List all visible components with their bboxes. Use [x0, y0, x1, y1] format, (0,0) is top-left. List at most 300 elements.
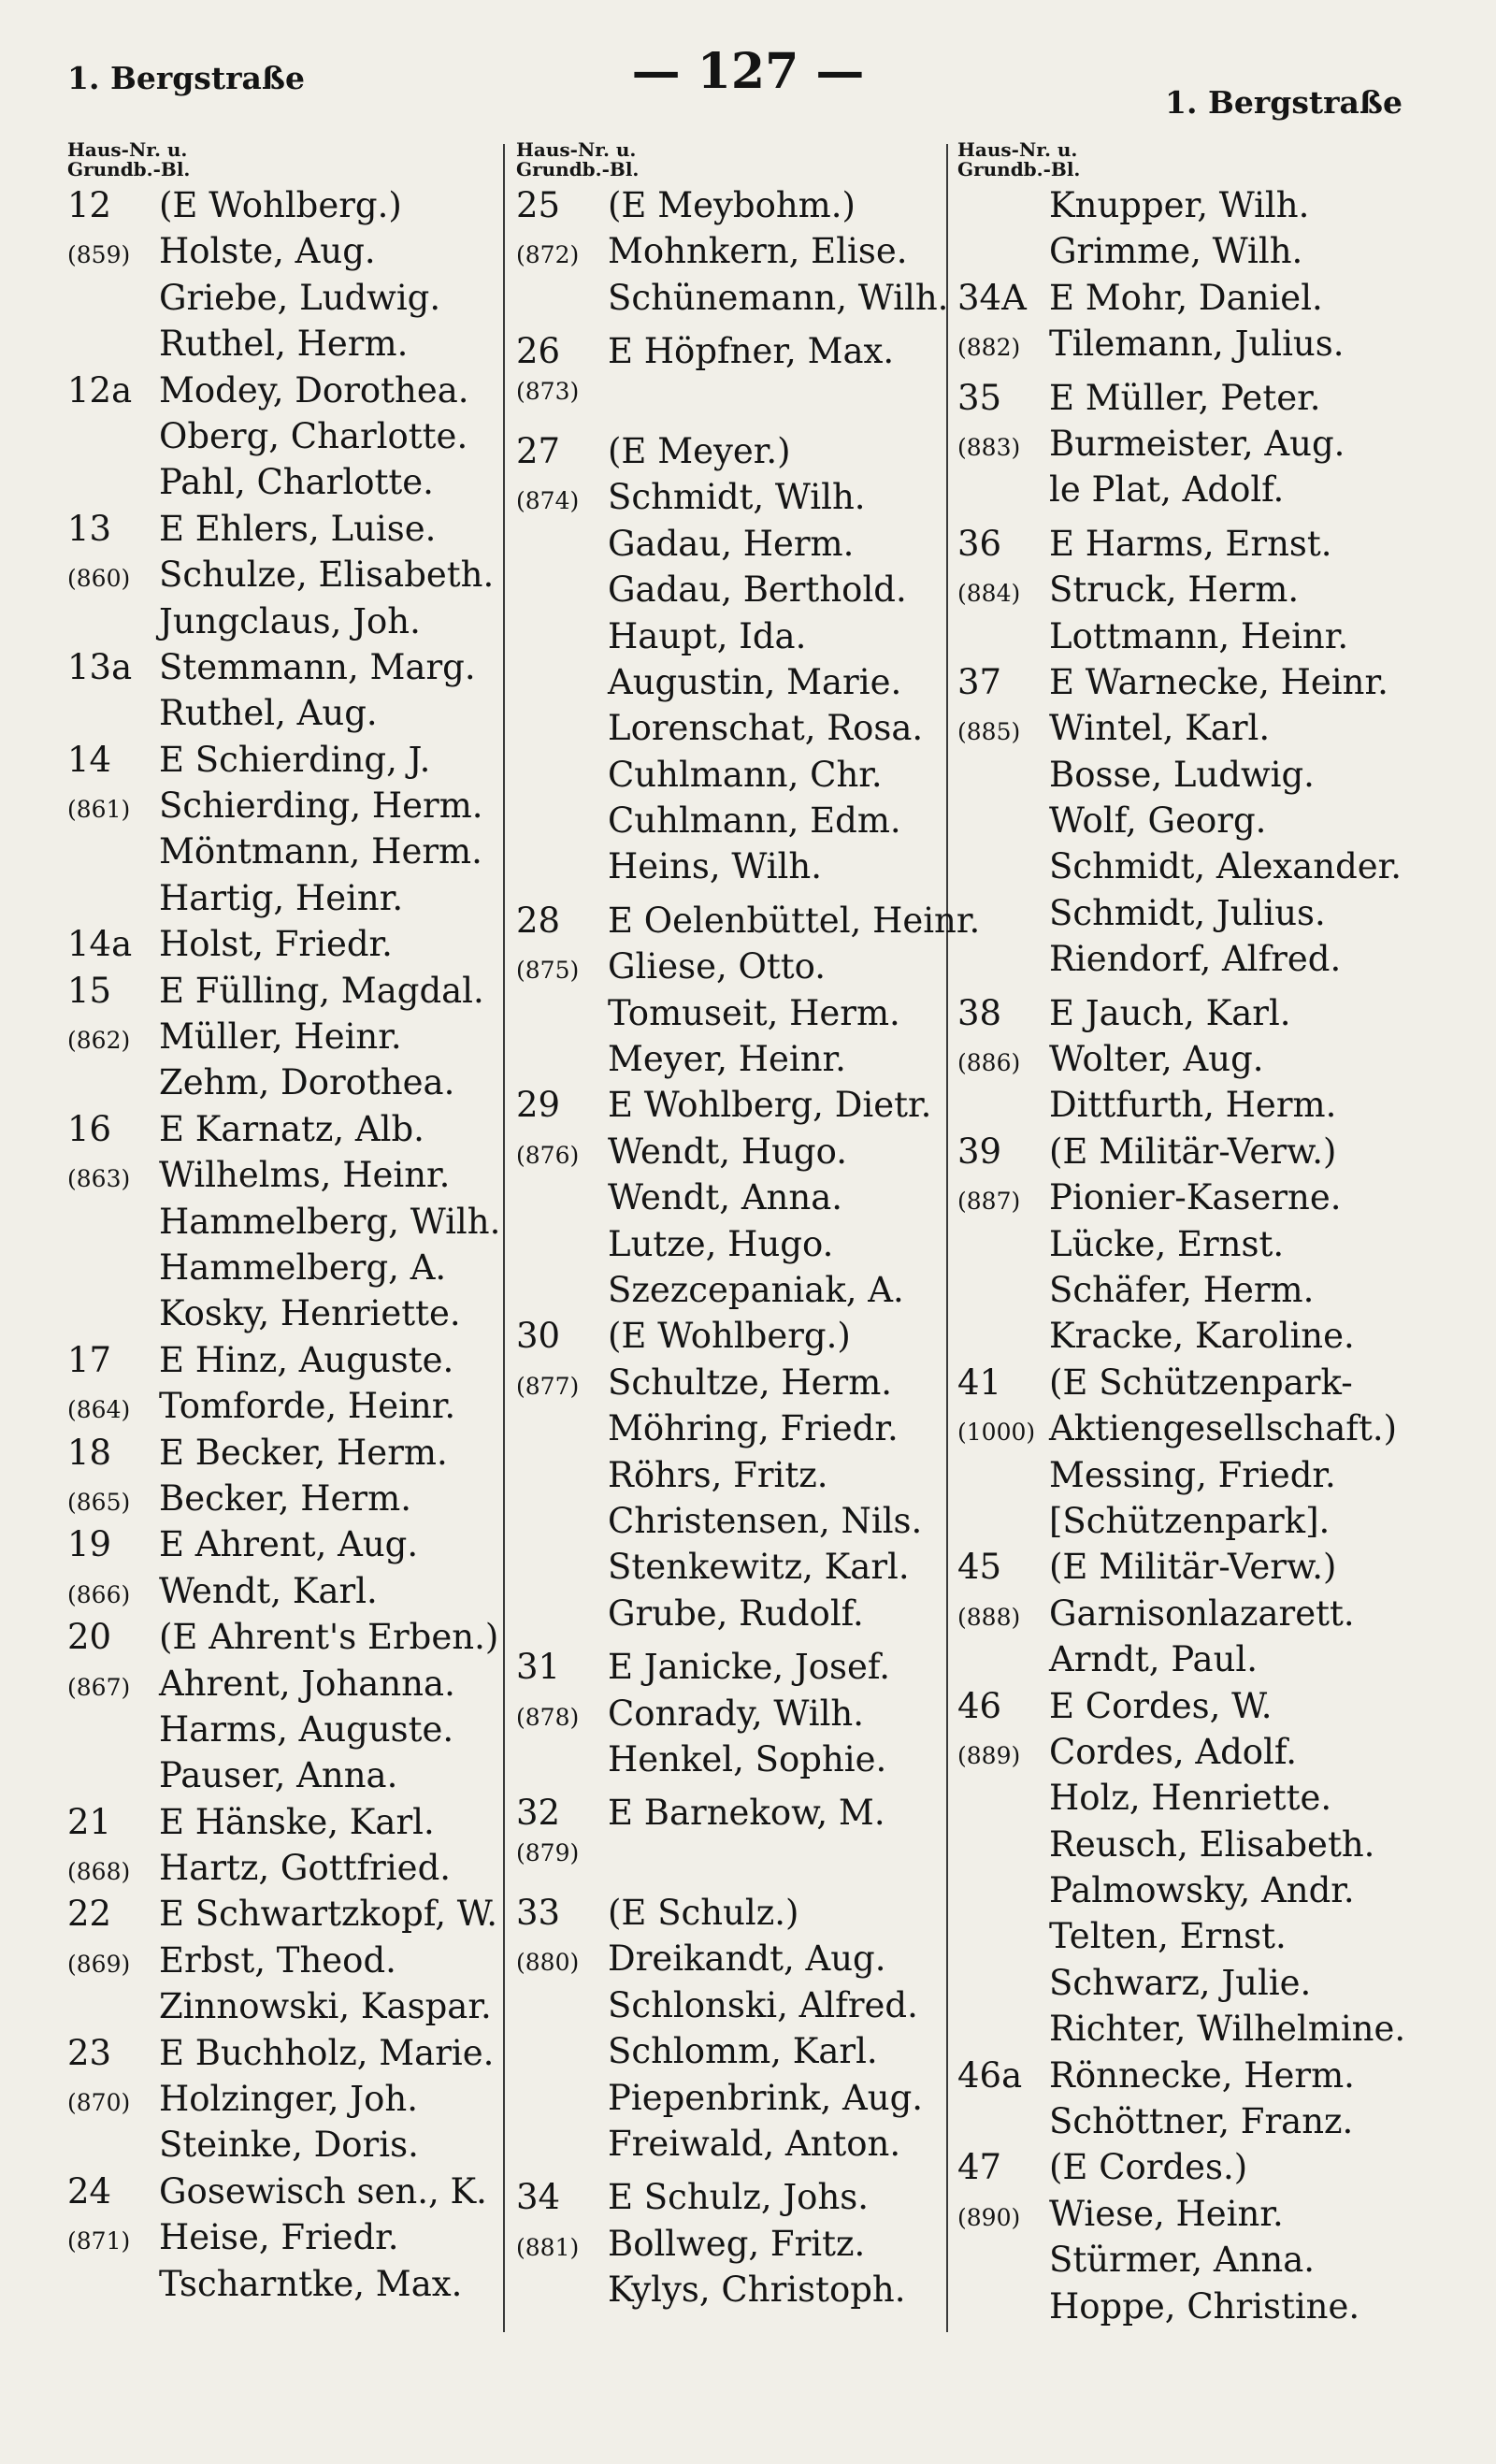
directory-entry [957, 2009, 1425, 2054]
resident-name: Schmidt, Wilh. [608, 477, 866, 518]
resident-name: Wiese, Heinr. [1049, 2193, 1284, 2234]
house-number: (870) [67, 2089, 131, 2117]
resident-name: Möntmann, Herm. [159, 831, 482, 872]
resident-name: Erbst, Theod. [159, 1939, 396, 1981]
resident-name: (E Schulz.) [608, 1893, 799, 1934]
resident-name: Arndt, Paul. [1049, 1639, 1259, 1680]
resident-name: Schmidt, Julius. [1049, 892, 1326, 933]
directory-entry [67, 878, 493, 924]
directory-entry [67, 509, 493, 555]
house-number: 13 [67, 508, 112, 549]
directory-entry [957, 185, 1425, 231]
directory-entry [516, 1547, 946, 1592]
resident-name: Dittfurth, Herm. [1049, 1085, 1337, 1126]
resident-name: Meyer, Heinr. [608, 1039, 846, 1080]
resident-name: Grube, Rudolf. [608, 1592, 864, 1634]
house-number: (1000) [957, 1419, 1036, 1447]
directory-entry [957, 2147, 1425, 2193]
house-number: (878) [516, 1703, 580, 1731]
resident-name: (E Schützenpark- [1049, 1362, 1353, 1403]
house-number: 45 [957, 1547, 1002, 1588]
directory-entry [516, 2269, 946, 2315]
resident-name: Pauser, Anna. [159, 1755, 398, 1796]
directory-entry [516, 185, 946, 231]
resident-name: [Schützenpark]. [1049, 1500, 1331, 1541]
column-heading [957, 140, 1425, 180]
house-number: 28 [516, 900, 561, 941]
directory-entry [516, 993, 946, 1039]
house-number: (882) [957, 334, 1021, 362]
resident-name: Modey, Dorothea. [159, 369, 469, 411]
resident-name: E Janicke, Josef. [608, 1647, 891, 1688]
house-number: 37 [957, 661, 1002, 702]
resident-name: E Fülling, Magdal. [159, 970, 484, 1011]
resident-name: Holzinger, Joh. [159, 2079, 418, 2120]
column-heading-line: Grundb.-Bl. [516, 158, 640, 180]
directory-entry [516, 1793, 946, 1838]
house-number: 27 [516, 430, 561, 471]
resident-name: E Höpfner, Max. [608, 331, 895, 372]
directory-entry [67, 1802, 493, 1848]
resident-name: Dreikandt, Aug. [608, 1938, 886, 1980]
directory-entry [957, 1501, 1425, 1547]
column-heading-line: Grundb.-Bl. [957, 158, 1081, 180]
directory-entry [516, 1408, 946, 1454]
resident-name: Gadau, Herm. [608, 523, 855, 564]
house-number: (885) [957, 718, 1021, 746]
resident-name: Stürmer, Anna. [1049, 2240, 1316, 2281]
resident-name: Gosewisch sen., K. [159, 2170, 487, 2212]
directory-entry [957, 2194, 1425, 2240]
directory-entry [67, 1894, 498, 1939]
directory-entry [516, 1839, 946, 1885]
resident-name: Stenkewitz, Karl. [608, 1547, 910, 1588]
directory-entry [957, 424, 1425, 469]
directory-entry [516, 1593, 946, 1639]
house-number: 15 [67, 970, 112, 1011]
resident-name: Heise, Friedr. [159, 2217, 399, 2258]
directory-entry [957, 1131, 1425, 1177]
resident-name: Garnisonlazarett. [1049, 1592, 1355, 1634]
resident-name: Rönnecke, Herm. [1049, 2054, 1355, 2096]
resident-name: Schulze, Elisabeth. [159, 555, 495, 596]
resident-name: (E Meyer.) [608, 430, 791, 471]
directory-entry [957, 1224, 1425, 1270]
resident-name: Harms, Auguste. [159, 1708, 454, 1750]
directory-entry [67, 740, 493, 785]
directory-entry [67, 1571, 493, 1617]
directory-entry [516, 662, 946, 708]
directory-entry [516, 755, 946, 800]
directory-entry [67, 1293, 493, 1339]
directory-entry [67, 185, 493, 231]
resident-name: Struck, Herm. [1049, 569, 1300, 611]
directory-entry [67, 1664, 493, 1709]
house-number: 38 [957, 992, 1002, 1033]
house-number: (886) [957, 1049, 1021, 1077]
directory-entry [516, 846, 946, 892]
house-number: (865) [67, 1488, 131, 1516]
resident-name: Ahrent, Johanna. [159, 1663, 455, 1704]
house-number: 32 [516, 1793, 561, 1834]
resident-name: Wendt, Anna. [608, 1177, 843, 1218]
directory-entry [957, 2240, 1425, 2285]
directory-entry [67, 971, 493, 1016]
directory-entry [67, 2125, 493, 2170]
resident-name: Zinnowski, Kaspar. [159, 1986, 492, 2027]
resident-name: Schmidt, Alexander. [1049, 846, 1402, 887]
resident-name: Mohnkern, Elise. [608, 231, 908, 272]
house-number: (873) [516, 377, 580, 405]
resident-name: Hartig, Heinr. [159, 877, 404, 918]
resident-name: E Schulz, Johs. [608, 2177, 870, 2218]
directory-entry [67, 1524, 493, 1570]
directory-entry [67, 1201, 501, 1247]
house-number: 22 [67, 1894, 112, 1935]
directory-entry [67, 278, 493, 324]
directory-entry [67, 416, 493, 462]
house-number: 33 [516, 1893, 561, 1934]
directory-entry [516, 1362, 946, 1408]
column-3 [957, 140, 1425, 2332]
house-number: 46 [957, 1685, 1002, 1726]
column-heading-line: Haus-Nr. u. [516, 138, 637, 161]
house-number: (868) [67, 1858, 131, 1886]
resident-name: le Plat, Adolf. [1049, 469, 1285, 511]
resident-name: Aktiengesellschaft.) [1049, 1408, 1398, 1449]
resident-name: E Hänske, Karl. [159, 1801, 435, 1842]
directory-entry [516, 1501, 946, 1547]
directory-entry [516, 1985, 946, 2031]
house-number: 21 [67, 1801, 112, 1842]
resident-name: Wolf, Georg. [1049, 800, 1267, 842]
house-number: 31 [516, 1647, 561, 1688]
directory-entry [67, 2079, 493, 2125]
directory-entry [67, 1478, 493, 1524]
resident-name: Müller, Heinr. [159, 1016, 402, 1058]
directory-entry [67, 785, 493, 831]
resident-name: Wilhelms, Heinr. [159, 1155, 451, 1196]
directory-entry [516, 1693, 946, 1739]
directory-entry [516, 1893, 946, 1938]
resident-name: Lutze, Hugo. [608, 1223, 834, 1264]
column-heading-line: Haus-Nr. u. [957, 138, 1078, 161]
resident-name: E Ahrent, Aug. [159, 1524, 419, 1565]
directory-entry [67, 2217, 493, 2263]
resident-name: Griebe, Ludwig. [159, 277, 441, 318]
directory-entry [957, 939, 1425, 985]
resident-name: Becker, Herm. [159, 1477, 411, 1519]
directory-entry [516, 431, 946, 477]
directory-entry [516, 1316, 946, 1362]
house-number: 24 [67, 2170, 112, 2212]
resident-name: Grimme, Wilh. [1049, 231, 1303, 272]
house-number: 14 [67, 739, 112, 780]
house-number: (869) [67, 1950, 131, 1978]
house-number: 47 [957, 2147, 1002, 2188]
directory-entry [516, 1270, 946, 1316]
resident-name: E Becker, Herm. [159, 1432, 448, 1473]
resident-name: Wintel, Karl. [1049, 708, 1271, 749]
directory-entry [957, 569, 1425, 615]
house-number: 41 [957, 1362, 1002, 1403]
column-divider [946, 144, 948, 2332]
directory-entry [957, 1039, 1425, 1085]
resident-name: Szezcepaniak, A. [608, 1269, 904, 1310]
resident-name: (E Ahrent's Erben.) [159, 1617, 499, 1658]
directory-entry [957, 1408, 1425, 1454]
directory-entry [957, 993, 1425, 1039]
house-number: (881) [516, 2233, 580, 2261]
directory-entry [516, 946, 946, 992]
resident-name: Holste, Aug. [159, 231, 376, 272]
resident-name: E Harms, Ernst. [1049, 523, 1332, 564]
resident-name: Kracke, Karoline. [1049, 1316, 1355, 1357]
directory-entry [957, 1778, 1425, 1823]
resident-name: Wendt, Hugo. [608, 1131, 847, 1172]
resident-name: Gadau, Berthold. [608, 569, 907, 611]
resident-name: Bollweg, Fritz. [608, 2223, 866, 2264]
directory-entry [957, 1824, 1425, 1870]
directory-entry [957, 1870, 1425, 1916]
house-number: 16 [67, 1108, 112, 1149]
directory-entry [67, 1340, 493, 1386]
house-number: 20 [67, 1617, 112, 1658]
directory-entry [957, 2101, 1425, 2147]
directory-entry [67, 1062, 493, 1108]
house-number: (864) [67, 1396, 131, 1424]
resident-name: Christensen, Nils. [608, 1500, 923, 1541]
house-number: 18 [67, 1432, 112, 1473]
resident-name: E Schwartzkopf, W. [159, 1894, 498, 1935]
directory-entry [67, 831, 493, 877]
resident-name: Hoppe, Christine. [1049, 2285, 1360, 2327]
directory-entry [67, 693, 493, 739]
directory-entry [516, 524, 946, 569]
directory-entry [957, 324, 1425, 369]
resident-name: E Ehlers, Luise. [159, 508, 437, 549]
house-number: (863) [67, 1165, 131, 1193]
directory-entry [957, 1547, 1425, 1592]
directory-entry [957, 1593, 1425, 1639]
house-number: 30 [516, 1316, 561, 1357]
resident-name: E Cordes, W. [1049, 1685, 1273, 1726]
resident-name: Ruthel, Aug. [159, 693, 378, 734]
directory-entry [516, 1455, 946, 1501]
resident-name: Kylys, Christoph. [608, 2269, 906, 2311]
directory-entry [67, 1433, 493, 1478]
directory-entry [516, 1224, 946, 1270]
directory-entry [957, 662, 1425, 708]
resident-name: (E Cordes.) [1049, 2147, 1248, 2188]
house-number: 14a [67, 924, 133, 965]
directory-entry [957, 1316, 1425, 1362]
resident-name: Burmeister, Aug. [1049, 423, 1345, 464]
directory-entry [516, 231, 946, 277]
house-number: 46a [957, 2054, 1023, 2096]
resident-name: (E Wohlberg.) [159, 185, 402, 225]
resident-name: Jungclaus, Joh. [159, 600, 421, 641]
house-number: (876) [516, 1141, 580, 1169]
house-number: 17 [67, 1339, 112, 1380]
directory-entry [67, 2033, 493, 2079]
house-number: 26 [516, 331, 561, 372]
house-number: (871) [67, 2227, 131, 2255]
directory-entry [67, 2264, 493, 2310]
resident-name: Holst, Friedr. [159, 924, 393, 965]
house-number: (861) [67, 796, 131, 824]
directory-entry [957, 278, 1425, 324]
directory-entry [957, 2055, 1425, 2101]
resident-name: Schierding, Herm. [159, 785, 483, 827]
column-1 [67, 138, 501, 2310]
resident-name: (E Meybohm.) [608, 185, 856, 225]
directory-entry [516, 378, 946, 424]
directory-entry [957, 1686, 1425, 1732]
resident-name: Riendorf, Alfred. [1049, 939, 1342, 980]
resident-name: E Karnatz, Alb. [159, 1108, 424, 1149]
resident-name: E Müller, Peter. [1049, 377, 1321, 418]
directory-entry [516, 2078, 946, 2124]
column-heading-line: Grundb.-Bl. [67, 158, 191, 180]
resident-name: Haupt, Ida. [608, 615, 807, 656]
resident-name: Oberg, Charlotte. [159, 415, 468, 456]
resident-name: Tomforde, Heinr. [159, 1386, 456, 1427]
house-number: (877) [516, 1372, 580, 1400]
directory-entry [67, 231, 493, 277]
house-number: (887) [957, 1188, 1021, 1216]
house-number: (883) [957, 433, 1021, 461]
resident-name: Henkel, Sophie. [608, 1738, 887, 1780]
directory-entry [516, 708, 946, 754]
directory-entry [67, 601, 493, 647]
directory-entry [516, 477, 946, 523]
directory-entry [67, 462, 493, 508]
resident-name: E Barnekow, M. [608, 1793, 885, 1834]
house-number: (872) [516, 241, 580, 269]
resident-name: Knupper, Wilh. [1049, 185, 1310, 225]
directory-entry [67, 1016, 493, 1062]
directory-entry [516, 2224, 946, 2269]
directory-entry [516, 331, 946, 377]
directory-entry [67, 1848, 493, 1894]
resident-name: Piepenbrink, Aug. [608, 2077, 924, 2118]
resident-name: Schultze, Herm. [608, 1362, 893, 1403]
directory-entry [957, 846, 1425, 892]
resident-name: Lücke, Ernst. [1049, 1223, 1285, 1264]
house-number: (884) [957, 580, 1021, 608]
house-number: (874) [516, 487, 580, 515]
resident-name: Schwarz, Julie. [1049, 1962, 1312, 2003]
directory-entry [516, 900, 981, 946]
house-number: 23 [67, 2032, 112, 2073]
directory-entry [957, 1963, 1425, 2009]
directory-entry [957, 708, 1425, 754]
resident-name: Hammelberg, A. [159, 1246, 447, 1288]
resident-name: E Jauch, Karl. [1049, 992, 1291, 1033]
directory-entry [957, 378, 1425, 424]
column-heading [516, 140, 946, 180]
resident-name: Zehm, Dorothea. [159, 1062, 455, 1103]
directory-entry [516, 2031, 946, 2077]
directory-entry [67, 1247, 493, 1293]
directory-entry [516, 800, 946, 846]
directory-entry [516, 1131, 946, 1177]
directory-entry [67, 324, 493, 369]
directory-entry [67, 1709, 493, 1755]
directory-entry [67, 647, 493, 693]
house-number: (860) [67, 565, 131, 593]
resident-name: Augustin, Marie. [608, 661, 902, 702]
house-number: 12 [67, 185, 112, 225]
resident-name: Steinke, Doris. [159, 2125, 419, 2166]
house-number: (888) [957, 1603, 1021, 1631]
directory-entry [516, 1177, 946, 1223]
resident-name: Schlonski, Alfred. [608, 1984, 918, 2025]
resident-name: Hartz, Gottfried. [159, 1848, 452, 1889]
directory-entry [516, 616, 946, 662]
directory-entry [67, 1155, 493, 1201]
resident-name: Gliese, Otto. [608, 946, 826, 987]
directory-entry [67, 924, 493, 970]
house-number: (890) [957, 2203, 1021, 2231]
house-number: (859) [67, 241, 131, 269]
house-number: 13a [67, 646, 133, 687]
directory-entry [67, 1755, 493, 1801]
house-number: 29 [516, 1085, 561, 1126]
column-heading [67, 140, 493, 180]
house-number: 19 [67, 1524, 112, 1565]
directory-entry [957, 616, 1425, 662]
page-number: — 127 — [631, 43, 865, 100]
directory-entry [957, 1732, 1425, 1778]
resident-name: Lottmann, Heinr. [1049, 615, 1349, 656]
house-number: 12a [67, 369, 133, 411]
resident-name: Heins, Wilh. [608, 846, 822, 887]
directory-entry [516, 569, 946, 615]
resident-name: E Hinz, Auguste. [159, 1339, 454, 1380]
resident-name: Cuhlmann, Chr. [608, 754, 883, 795]
street-header-right: 1. Bergstraße [1165, 84, 1402, 121]
house-number: 25 [516, 185, 561, 225]
directory-entry [957, 1916, 1425, 1962]
resident-name: E Warnecke, Heinr. [1049, 661, 1388, 702]
directory-entry [957, 1177, 1425, 1223]
resident-name: (E Militär-Verw.) [1049, 1547, 1337, 1588]
resident-name: E Wohlberg, Dietr. [608, 1085, 932, 1126]
resident-name: Schäfer, Herm. [1049, 1269, 1315, 1310]
resident-name: Röhrs, Fritz. [608, 1454, 828, 1495]
column-divider [503, 144, 505, 2332]
directory-entry [67, 370, 493, 416]
house-number: (879) [516, 1838, 580, 1866]
directory-entry [516, 1085, 946, 1131]
resident-name: Ruthel, Herm. [159, 324, 409, 365]
directory-entry [957, 231, 1425, 277]
resident-name: Cordes, Adolf. [1049, 1731, 1298, 1772]
house-number: (880) [516, 1949, 580, 1977]
directory-entry [516, 1938, 946, 1984]
directory-entry [516, 2124, 946, 2169]
resident-name: Telten, Ernst. [1049, 1916, 1287, 1957]
resident-name: Conrady, Wilh. [608, 1693, 864, 1734]
directory-entry [957, 469, 1425, 515]
resident-name: Kosky, Henriette. [159, 1293, 461, 1334]
house-number: (866) [67, 1580, 131, 1608]
resident-name: Lorenschat, Rosa. [608, 708, 924, 749]
house-number: (875) [516, 957, 580, 985]
house-number: 39 [957, 1131, 1002, 1172]
